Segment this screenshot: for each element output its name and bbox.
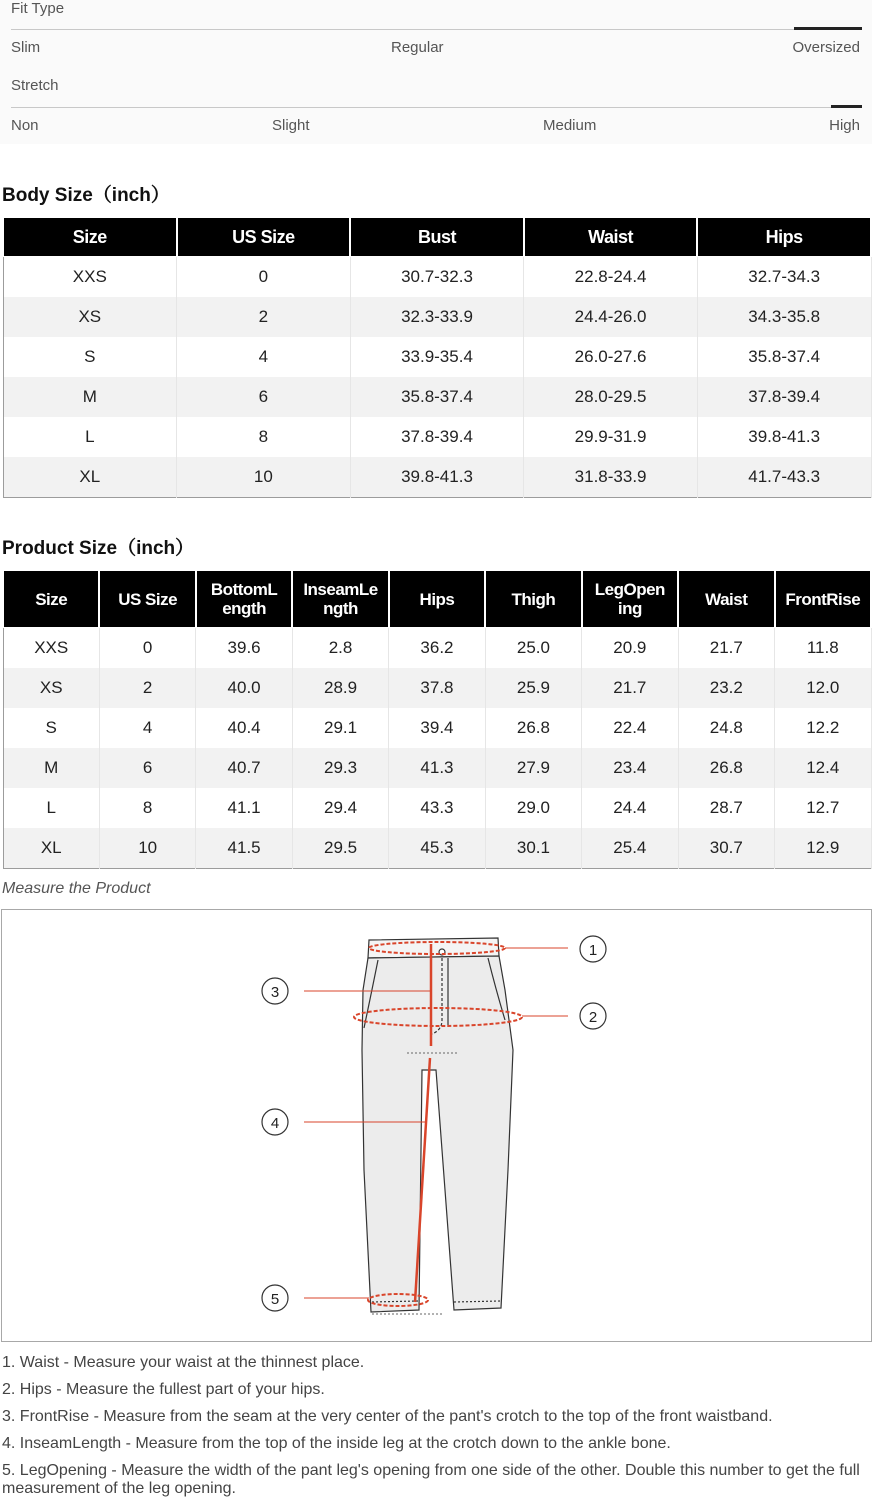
table-header-row — [3, 570, 871, 628]
marker-1 — [580, 936, 606, 962]
table-cell: 36.2 — [389, 628, 485, 669]
table-cell: 22.4 — [582, 708, 678, 748]
note-front-rise: 3. FrontRise - Measure from the seam at the very center of the pant's crotch to the top of the front waistband. — [2, 1408, 773, 1425]
table-cell: 12.7 — [775, 788, 872, 828]
table-cell: 28.9 — [292, 668, 388, 708]
table-cell: 33.9-35.4 — [350, 337, 524, 377]
table-cell: 41.1 — [196, 788, 292, 828]
table-cell: 28.7 — [678, 788, 774, 828]
table-cell: 34.3-35.8 — [697, 297, 871, 337]
table-cell: 2 — [177, 297, 351, 337]
table-cell: 12.0 — [775, 668, 872, 708]
table-cell: 40.7 — [196, 748, 292, 788]
column-header: Size — [3, 217, 177, 257]
table-cell: 30.7 — [678, 828, 774, 869]
fit-option-oversized: Oversized — [792, 39, 860, 56]
table-cell: 25.9 — [485, 668, 581, 708]
column-header: FrontRise — [775, 570, 872, 628]
table-cell: 40.0 — [196, 668, 292, 708]
table-cell: 2 — [99, 668, 195, 708]
table-cell: 29.5 — [292, 828, 388, 869]
table-cell: 29.3 — [292, 748, 388, 788]
table-cell: 21.7 — [582, 668, 678, 708]
table-cell: 37.8 — [389, 668, 485, 708]
table-cell: 24.4 — [582, 788, 678, 828]
svg-text:2: 2 — [588, 1009, 598, 1026]
table-cell: XXS — [3, 628, 99, 669]
table-cell: 41.3 — [389, 748, 485, 788]
table-row — [3, 668, 871, 708]
marker-3 — [262, 978, 288, 1004]
table-cell: M — [3, 377, 177, 417]
table-cell: 32.3-33.9 — [350, 297, 524, 337]
table-cell: XXS — [3, 257, 177, 298]
table-cell: 6 — [99, 748, 195, 788]
table-cell: 8 — [177, 417, 351, 457]
table-cell: 41.7-43.3 — [697, 457, 871, 498]
body-size-title: Body Size（inch） — [2, 185, 170, 206]
table-cell: 0 — [177, 257, 351, 298]
table-cell: 8 — [99, 788, 195, 828]
table-cell: 35.8-37.4 — [697, 337, 871, 377]
table-row — [3, 297, 871, 337]
table-cell: 37.8-39.4 — [350, 417, 524, 457]
table-cell: 22.8-24.4 — [524, 257, 698, 298]
table-cell: XS — [3, 297, 177, 337]
table-cell: 39.8-41.3 — [350, 457, 524, 498]
table-cell: 12.9 — [775, 828, 872, 869]
marker-4 — [262, 1109, 288, 1135]
body-size-table — [2, 215, 872, 498]
measure-diagram — [1, 909, 872, 1342]
product-size-title: Product Size（inch） — [2, 538, 195, 559]
note-hips: 2. Hips - Measure the fullest part of your hips. — [2, 1381, 325, 1398]
table-cell: 28.0-29.5 — [524, 377, 698, 417]
table-cell: 37.8-39.4 — [697, 377, 871, 417]
table-row — [3, 828, 871, 869]
table-row — [3, 788, 871, 828]
table-row — [3, 708, 871, 748]
table-row — [3, 628, 871, 669]
table-cell: 29.9-31.9 — [524, 417, 698, 457]
stretch-label: Stretch — [11, 77, 59, 94]
table-cell: 40.4 — [196, 708, 292, 748]
table-cell: 29.0 — [485, 788, 581, 828]
fit-type-label: Fit Type — [11, 0, 65, 17]
table-cell: L — [3, 788, 99, 828]
table-cell: S — [3, 708, 99, 748]
measurement-notes — [2, 1354, 862, 1507]
table-row — [3, 457, 871, 498]
column-header: Thigh — [485, 570, 581, 628]
table-cell: 39.8-41.3 — [697, 417, 871, 457]
table-cell: 23.4 — [582, 748, 678, 788]
table-cell: 35.8-37.4 — [350, 377, 524, 417]
table-cell: 12.4 — [775, 748, 872, 788]
table-cell: 39.6 — [196, 628, 292, 669]
table-cell: 39.4 — [389, 708, 485, 748]
stretch-option-slight: Slight — [272, 117, 310, 134]
note-leg-opening: 5. LegOpening - Measure the width of the pant leg's opening from one side of the other. Double this number to get the full measurement of the leg opening. — [2, 1462, 860, 1497]
column-header: LegOpen ing — [582, 570, 678, 628]
table-row — [3, 337, 871, 377]
svg-text:3: 3 — [270, 984, 280, 1001]
column-header: US Size — [99, 570, 195, 628]
table-cell: 41.5 — [196, 828, 292, 869]
table-cell: 6 — [177, 377, 351, 417]
svg-text:5: 5 — [270, 1291, 280, 1308]
marker-5 — [262, 1285, 288, 1311]
table-cell: 24.8 — [678, 708, 774, 748]
table-cell: M — [3, 748, 99, 788]
table-row — [3, 377, 871, 417]
note-inseam-length: 4. InseamLength - Measure from the top of the inside leg at the crotch down to the ankle bone. — [2, 1435, 671, 1452]
stretch-track — [11, 107, 862, 108]
fit-stretch-panel — [0, 0, 872, 144]
marker-2 — [580, 1003, 606, 1029]
table-cell: 24.4-26.0 — [524, 297, 698, 337]
fit-option-slim: Slim — [11, 39, 41, 56]
table-cell: 10 — [99, 828, 195, 869]
column-header: Bust — [350, 217, 524, 257]
column-header: US Size — [177, 217, 351, 257]
column-header: Hips — [389, 570, 485, 628]
fit-type-track — [11, 29, 862, 30]
measure-caption: Measure the Product — [2, 880, 151, 897]
table-cell: 2.8 — [292, 628, 388, 669]
table-cell: L — [3, 417, 177, 457]
table-cell: 26.0-27.6 — [524, 337, 698, 377]
product-size-table — [2, 568, 872, 869]
table-cell: 10 — [177, 457, 351, 498]
table-cell: 27.9 — [485, 748, 581, 788]
table-row — [3, 257, 871, 298]
column-header: BottomL ength — [196, 570, 292, 628]
table-cell: 25.4 — [582, 828, 678, 869]
column-header: Size — [3, 570, 99, 628]
stretch-option-medium: Medium — [543, 117, 597, 134]
table-cell: 12.2 — [775, 708, 872, 748]
table-cell: 29.1 — [292, 708, 388, 748]
table-cell: S — [3, 337, 177, 377]
column-header: Hips — [697, 217, 871, 257]
svg-text:4: 4 — [270, 1115, 280, 1132]
fit-option-regular: Regular — [391, 39, 444, 56]
table-cell: 30.1 — [485, 828, 581, 869]
table-cell: 20.9 — [582, 628, 678, 669]
table-row — [3, 748, 871, 788]
column-header: Waist — [678, 570, 774, 628]
stretch-marker — [831, 105, 862, 108]
stretch-option-non: Non — [11, 117, 39, 134]
table-cell: 21.7 — [678, 628, 774, 669]
table-cell: 31.8-33.9 — [524, 457, 698, 498]
table-cell: 26.8 — [678, 748, 774, 788]
table-cell: 30.7-32.3 — [350, 257, 524, 298]
table-row — [3, 417, 871, 457]
svg-text:1: 1 — [588, 942, 598, 959]
table-cell: 45.3 — [389, 828, 485, 869]
table-cell: 23.2 — [678, 668, 774, 708]
table-cell: 0 — [99, 628, 195, 669]
table-cell: XS — [3, 668, 99, 708]
note-waist: 1. Waist - Measure your waist at the thinnest place. — [2, 1354, 365, 1371]
table-cell: 32.7-34.3 — [697, 257, 871, 298]
fit-type-marker — [794, 27, 862, 30]
table-cell: XL — [3, 828, 99, 869]
table-cell: 43.3 — [389, 788, 485, 828]
table-cell: 4 — [177, 337, 351, 377]
table-cell: XL — [3, 457, 177, 498]
table-cell: 26.8 — [485, 708, 581, 748]
table-cell: 29.4 — [292, 788, 388, 828]
table-cell: 4 — [99, 708, 195, 748]
stretch-option-high: High — [829, 117, 860, 134]
table-header-row — [3, 217, 871, 257]
table-cell: 11.8 — [775, 628, 872, 669]
table-cell: 25.0 — [485, 628, 581, 669]
column-header: Waist — [524, 217, 698, 257]
pants-illustration — [362, 938, 513, 1312]
column-header: InseamLe ngth — [292, 570, 388, 628]
